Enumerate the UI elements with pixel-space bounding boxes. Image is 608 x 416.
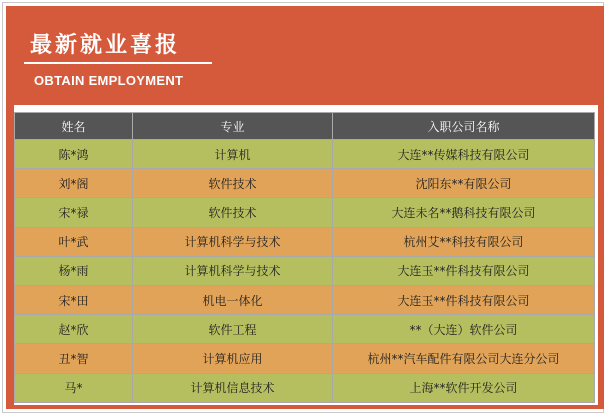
table-row [15,169,595,198]
cell-name: 刘*阁 [15,169,133,198]
table-row [15,344,595,373]
cell-company: 大连未名**鹅科技有限公司 [333,198,595,227]
employment-table [14,112,595,403]
cell-company: 沈阳东**有限公司 [333,169,595,198]
header-major: 专业 [133,113,333,140]
table-row [15,140,595,169]
cell-name: 丑*智 [15,344,133,373]
cell-company: 上海**软件开发公司 [333,373,595,402]
cell-major: 计算机科学与技术 [133,256,333,285]
cell-major: 机电一体化 [133,285,333,314]
cell-company: 杭州**汽车配件有限公司大连分公司 [333,344,595,373]
title-divider [24,62,212,64]
cell-name: 杨*雨 [15,256,133,285]
cell-name: 马* [15,373,133,402]
cell-name: 宋*禄 [15,198,133,227]
table-row [15,285,595,314]
cell-name: 赵*欣 [15,315,133,344]
cell-company: **（大连）软件公司 [333,315,595,344]
cell-major: 计算机信息技术 [133,373,333,402]
cell-major: 软件技术 [133,198,333,227]
cell-company: 大连**传媒科技有限公司 [333,140,595,169]
cell-name: 叶*武 [15,227,133,256]
cell-major: 软件工程 [133,315,333,344]
cell-company: 大连玉**件科技有限公司 [333,285,595,314]
cell-major: 软件技术 [133,169,333,198]
banner-subtitle: OBTAIN EMPLOYMENT [34,73,184,88]
table-row [15,256,595,285]
table-row [15,373,595,402]
cell-company: 大连玉**件科技有限公司 [333,256,595,285]
cell-company: 杭州艾**科技有限公司 [333,227,595,256]
cell-name: 宋*田 [15,285,133,314]
table-row [15,315,595,344]
table-row [15,198,595,227]
cell-name: 陈*鸿 [15,140,133,169]
banner-title: 最新就业喜报 [30,32,181,58]
cell-major: 计算机应用 [133,344,333,373]
cell-major: 计算机科学与技术 [133,227,333,256]
header-name: 姓名 [15,113,133,140]
table-row [15,227,595,256]
table-header-row [15,113,595,140]
cell-major: 计算机 [133,140,333,169]
header-company: 入职公司名称 [333,113,595,140]
